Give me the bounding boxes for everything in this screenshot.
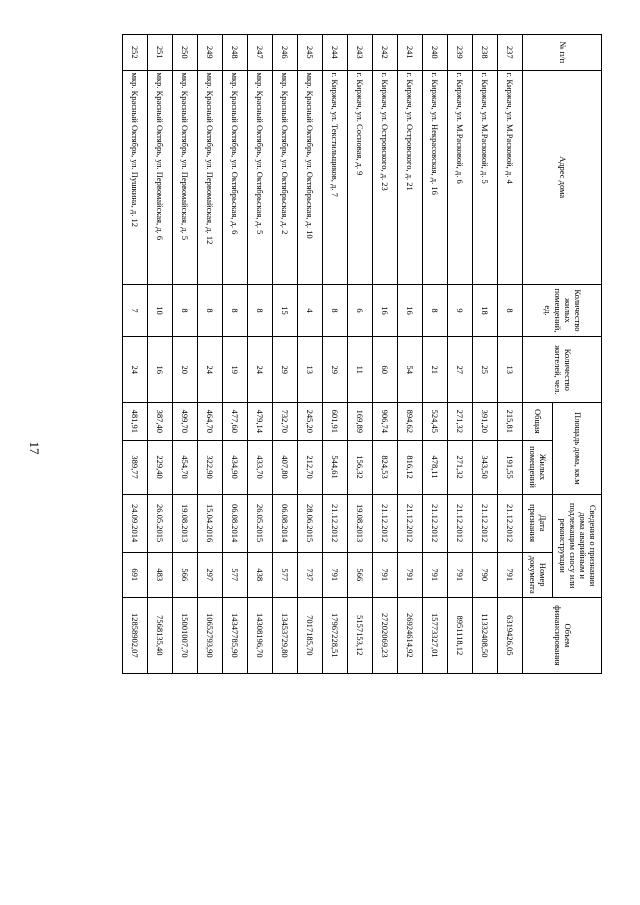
cell-residents: 24 <box>248 337 273 403</box>
cell-num: 251 <box>148 35 173 71</box>
cell-num: 238 <box>473 35 498 71</box>
cell-address: г. Киржач, ул. М.Расковой, д. 4 <box>498 70 523 284</box>
cell-funding: 26924614,92 <box>398 597 423 673</box>
cell-area-living: 191,55 <box>498 440 523 494</box>
cell-address: мкр. Красный Октябрь, ул. Октябрьская, д. 2 <box>273 70 298 284</box>
cell-rec-date: 28.06.2015 <box>298 494 323 552</box>
table-row <box>448 35 473 674</box>
cell-area-total: 215,81 <box>498 403 523 440</box>
cell-address: г. Киржач, ул. Сосновая, д. 9 <box>348 70 373 284</box>
cell-address: мкр. Красный Октябрь, ул. Первомайская, д. 5 <box>173 70 198 284</box>
cell-residents: 27 <box>448 337 473 403</box>
cell-address: мкр. Красный Октябрь, ул. Октябрьская, д. 6 <box>223 70 248 284</box>
cell-residents: 54 <box>398 337 423 403</box>
cell-area-living: 229,40 <box>148 440 173 494</box>
cell-units: 8 <box>223 284 248 337</box>
cell-area-total: 601,91 <box>323 403 348 440</box>
cell-rec-doc: 737 <box>298 552 323 597</box>
cell-units: 4 <box>298 284 323 337</box>
cell-area-total: 479,14 <box>248 403 273 440</box>
table-row <box>223 35 248 674</box>
cell-address: мкр. Красный Октябрь, ул. Первомайская, д. 12 <box>198 70 223 284</box>
cell-funding: 27202069,23 <box>373 597 398 673</box>
cell-funding: 8951118,12 <box>448 597 473 673</box>
cell-area-total: 169,89 <box>348 403 373 440</box>
cell-rec-date: 24.09.2014 <box>123 494 148 552</box>
cell-residents: 20 <box>173 337 198 403</box>
cell-funding: 7017185,70 <box>298 597 323 673</box>
cell-address: г. Киржач, ул. М.Расковой, д. 5 <box>473 70 498 284</box>
table-row <box>473 35 498 674</box>
table-row <box>248 35 273 674</box>
cell-rec-date: 26.05.2015 <box>248 494 273 552</box>
cell-funding: 14347785,90 <box>223 597 248 673</box>
cell-area-total: 464,70 <box>198 403 223 440</box>
cell-units: 16 <box>398 284 423 337</box>
cell-residents: 29 <box>273 337 298 403</box>
cell-area-living: 156,32 <box>348 440 373 494</box>
cell-area-total: 481,91 <box>123 403 148 440</box>
cell-num: 252 <box>123 35 148 71</box>
table-row <box>323 35 348 674</box>
cell-units: 10 <box>148 284 173 337</box>
cell-num: 250 <box>173 35 198 71</box>
cell-residents: 13 <box>298 337 323 403</box>
cell-residents: 16 <box>148 337 173 403</box>
cell-rec-date: 06.08.2014 <box>273 494 298 552</box>
cell-units: 16 <box>373 284 398 337</box>
cell-rec-date: 21.12.2012 <box>373 494 398 552</box>
cell-rec-date: 15.04.2016 <box>198 494 223 552</box>
cell-num: 248 <box>223 35 248 71</box>
cell-area-living: 816,12 <box>398 440 423 494</box>
cell-area-total: 499,70 <box>173 403 198 440</box>
cell-units: 9 <box>448 284 473 337</box>
cell-area-total: 477,60 <box>223 403 248 440</box>
cell-residents: 24 <box>123 337 148 403</box>
cell-units: 8 <box>198 284 223 337</box>
cell-area-living: 433,70 <box>248 440 273 494</box>
cell-num: 244 <box>323 35 348 71</box>
cell-funding: 7568135,40 <box>148 597 173 673</box>
cell-area-total: 387,40 <box>148 403 173 440</box>
header-recognition: Сведения о признании дома аварийным и подлежащим сносу или реконструкции <box>553 494 602 597</box>
cell-funding: 10652793,90 <box>198 597 223 673</box>
cell-address: г. Киржач, ул. Текстильщиков, д. 7 <box>323 70 348 284</box>
cell-num: 245 <box>298 35 323 71</box>
cell-rec-date: 21.12.2012 <box>448 494 473 552</box>
cell-address: мкр. Красный Октябрь, ул. Первомайская, д. 6 <box>148 70 173 284</box>
header-rec-date: Дата признания <box>523 494 553 552</box>
header-funding: Объем финансирования <box>523 597 602 673</box>
cell-funding: 12858902,07 <box>123 597 148 673</box>
table-header <box>523 35 602 674</box>
table-row <box>273 35 298 674</box>
cell-area-living: 343,50 <box>473 440 498 494</box>
table-row <box>348 35 373 674</box>
cell-num: 247 <box>248 35 273 71</box>
table-row <box>398 35 423 674</box>
cell-rec-doc: 791 <box>398 552 423 597</box>
table-row <box>173 35 198 674</box>
table-row <box>373 35 398 674</box>
header-area-living: Жилых помещений <box>523 440 553 494</box>
cell-residents: 24 <box>198 337 223 403</box>
table-row <box>298 35 323 674</box>
cell-units: 7 <box>123 284 148 337</box>
cell-funding: 5157153,12 <box>348 597 373 673</box>
cell-rec-date: 21.12.2012 <box>423 494 448 552</box>
cell-rec-doc: 790 <box>473 552 498 597</box>
cell-units: 8 <box>323 284 348 337</box>
cell-area-total: 906,74 <box>373 403 398 440</box>
cell-rec-doc: 297 <box>198 552 223 597</box>
header-rec-doc: Номер документа <box>523 552 553 597</box>
cell-address: мкр. Красный Октябрь, ул. Пушкина, д. 12 <box>123 70 148 284</box>
cell-rec-doc: 791 <box>423 552 448 597</box>
cell-units: 6 <box>348 284 373 337</box>
cell-num: 246 <box>273 35 298 71</box>
cell-funding: 17967228,51 <box>323 597 348 673</box>
cell-rec-doc: 566 <box>173 552 198 597</box>
cell-address: мкр. Красный Октябрь, ул. Октябрьская, д. 5 <box>248 70 273 284</box>
cell-units: 8 <box>498 284 523 337</box>
table-row <box>423 35 448 674</box>
header-residents: Количество жителей, чел. <box>523 337 602 403</box>
cell-units: 15 <box>273 284 298 337</box>
cell-residents: 13 <box>498 337 523 403</box>
header-area: Площадь дома, кв.м <box>553 403 602 494</box>
cell-rec-date: 21.12.2012 <box>398 494 423 552</box>
cell-units: 8 <box>423 284 448 337</box>
cell-area-total: 391,20 <box>473 403 498 440</box>
header-address: Адрес дома <box>523 70 602 284</box>
cell-rec-date: 06.08.2014 <box>223 494 248 552</box>
cell-area-living: 434,90 <box>223 440 248 494</box>
cell-address: г. Киржач, ул. Некрасовская, д. 16 <box>423 70 448 284</box>
cell-address: г. Киржач, ул. М.Расковой, д. 6 <box>448 70 473 284</box>
cell-area-living: 271,32 <box>448 440 473 494</box>
cell-area-living: 544,61 <box>323 440 348 494</box>
cell-num: 249 <box>198 35 223 71</box>
cell-area-living: 478,11 <box>423 440 448 494</box>
cell-residents: 11 <box>348 337 373 403</box>
cell-num: 241 <box>398 35 423 71</box>
header-units: Количество жилых помещений, ед. <box>523 284 602 337</box>
cell-funding: 15001007,70 <box>173 597 198 673</box>
cell-funding: 11332408,50 <box>473 597 498 673</box>
table-body <box>123 35 523 674</box>
cell-residents: 21 <box>423 337 448 403</box>
cell-funding: 15773327,01 <box>423 597 448 673</box>
cell-rec-date: 26.05.2015 <box>148 494 173 552</box>
cell-funding: 6319426,05 <box>498 597 523 673</box>
cell-address: г. Киржач, ул. Островского, д. 21 <box>398 70 423 284</box>
table-row <box>148 35 173 674</box>
cell-num: 243 <box>348 35 373 71</box>
cell-rec-doc: 691 <box>123 552 148 597</box>
cell-rec-doc: 791 <box>448 552 473 597</box>
header-num: № п/п <box>523 35 602 71</box>
page-number: 17 <box>27 441 42 455</box>
cell-units: 8 <box>248 284 273 337</box>
cell-rec-date: 21.12.2012 <box>498 494 523 552</box>
cell-rec-doc: 566 <box>348 552 373 597</box>
cell-area-living: 212,70 <box>298 440 323 494</box>
cell-area-total: 245,20 <box>298 403 323 440</box>
cell-num: 237 <box>498 35 523 71</box>
cell-rec-doc: 438 <box>248 552 273 597</box>
cell-num: 242 <box>373 35 398 71</box>
table-row <box>123 35 148 674</box>
cell-rec-doc: 791 <box>373 552 398 597</box>
cell-rec-date: 21.12.2012 <box>473 494 498 552</box>
table-row <box>498 35 523 674</box>
cell-residents: 25 <box>473 337 498 403</box>
header-area-total: Общая <box>523 403 553 440</box>
cell-num: 240 <box>423 35 448 71</box>
housing-table <box>122 34 602 674</box>
cell-residents: 29 <box>323 337 348 403</box>
cell-rec-date: 19.08.2013 <box>173 494 198 552</box>
cell-rec-doc: 577 <box>223 552 248 597</box>
cell-area-living: 454,70 <box>173 440 198 494</box>
cell-area-total: 894,62 <box>398 403 423 440</box>
cell-area-living: 389,77 <box>123 440 148 494</box>
cell-rec-doc: 483 <box>148 552 173 597</box>
cell-rec-date: 21.12.2012 <box>323 494 348 552</box>
cell-area-total: 524,45 <box>423 403 448 440</box>
cell-area-total: 732,70 <box>273 403 298 440</box>
cell-address: мкр. Красный Октябрь, ул. Октябрьская, д. 10 <box>298 70 323 284</box>
cell-area-living: 824,53 <box>373 440 398 494</box>
cell-rec-date: 19.08.2013 <box>348 494 373 552</box>
cell-residents: 60 <box>373 337 398 403</box>
cell-rec-doc: 577 <box>273 552 298 597</box>
cell-num: 239 <box>448 35 473 71</box>
cell-area-living: 322,90 <box>198 440 223 494</box>
cell-funding: 13453729,80 <box>273 597 298 673</box>
cell-units: 8 <box>173 284 198 337</box>
cell-residents: 19 <box>223 337 248 403</box>
cell-area-total: 271,32 <box>448 403 473 440</box>
cell-area-living: 407,80 <box>273 440 298 494</box>
cell-rec-doc: 791 <box>498 552 523 597</box>
cell-rec-doc: 791 <box>323 552 348 597</box>
cell-address: г. Киржач, ул. Островского, д. 23 <box>373 70 398 284</box>
cell-units: 18 <box>473 284 498 337</box>
cell-funding: 14308196,70 <box>248 597 273 673</box>
table-row <box>198 35 223 674</box>
